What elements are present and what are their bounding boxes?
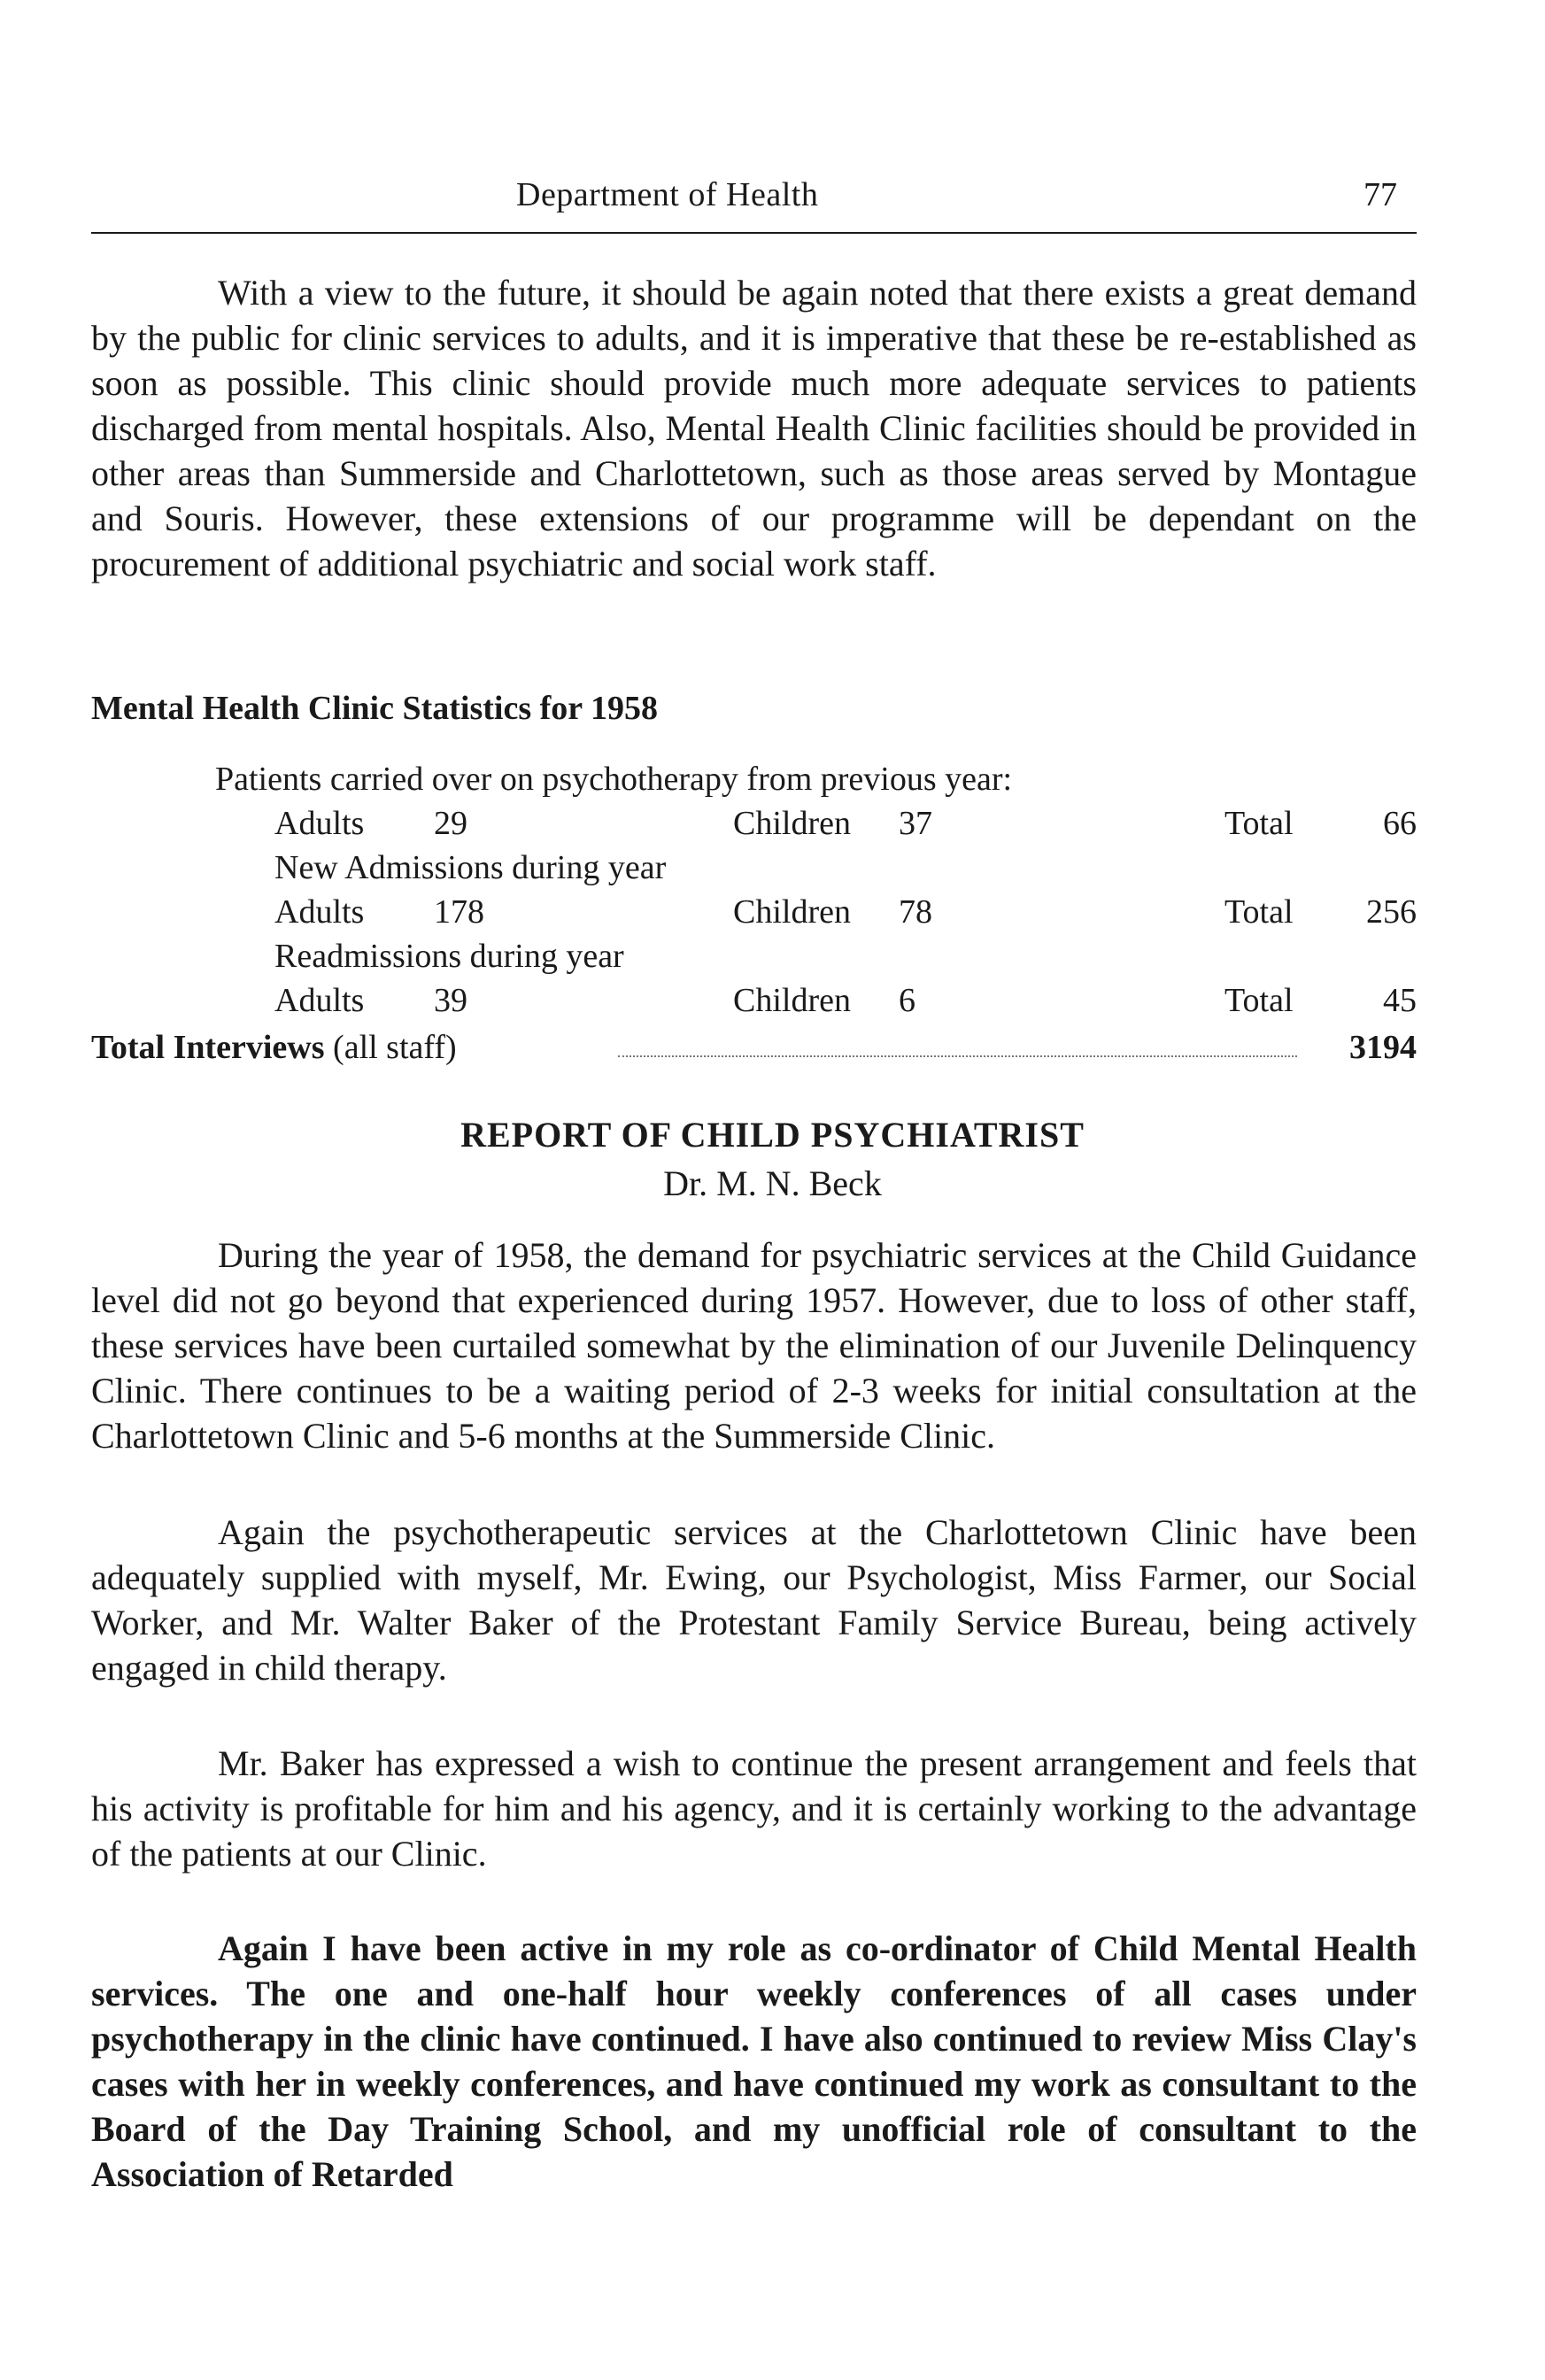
intro-paragraph: With a view to the future, it should be again noted that there exists a great demand by the public for clinic services to adults, and it is imperative that these be re-established as soon as possible. This clinic should provide much more adequate services to patients discharged from mental hospitals. Also, Mental Health Clinic facilities should be provided in other areas than Summerside and Charlottetown, such as those areas served by Montague and Souris. However, these extensions of our programme will be dependant on the procurement of additional psychiatric and social work staff. <box>91 273 1417 583</box>
statistics-table <box>91 757 1417 1023</box>
stats-row-carried-over <box>91 801 1417 846</box>
children-value: 6 <box>899 982 915 1019</box>
stats-row-new-admissions <box>91 890 1417 934</box>
readmissions-label: Readmissions during year <box>274 938 624 975</box>
stats-row-readmissions-label <box>91 934 1417 978</box>
statistics-heading: Mental Health Clinic Statistics for 1958 <box>91 690 658 727</box>
adults-value: 178 <box>434 893 484 931</box>
report-paragraph-4: Again I have been active in my role as co-ordinator of Child Mental Health services. The one and one-half hour weekly conferences of all cases under psychotherapy in the clinic have continued. I have also continued to review Miss Clay's cases with her in weekly conferences, and have continued my work as consultant to the Board of the Day Training School, and my unofficial role of consultant to the Association of Retarded <box>91 1928 1417 2194</box>
adults-label: Adults <box>274 893 365 931</box>
stats-row-new-admissions-label <box>91 846 1417 890</box>
adults-value: 29 <box>434 805 467 842</box>
total-label: Total <box>1224 805 1294 842</box>
report-paragraph-3: Mr. Baker has expressed a wish to continue the present arrangement and feels that his activity is profitable for him and his agency, and it is certainly working to the advantage of the patients at our Clinic. <box>91 1743 1417 1874</box>
page-number: 77 <box>1363 176 1397 213</box>
stats-row-readmissions <box>91 978 1417 1023</box>
total-value: 66 <box>1383 805 1417 842</box>
children-label: Children <box>733 805 851 842</box>
children-label: Children <box>733 893 851 931</box>
total-label: Total <box>1224 893 1294 931</box>
adults-label: Adults <box>274 982 365 1019</box>
stats-row-carried-over-label <box>91 757 1417 801</box>
total-label: Total <box>1224 982 1294 1019</box>
report-author: Dr. M. N. Beck <box>663 1163 882 1203</box>
children-value: 37 <box>899 805 932 842</box>
new-admissions-label: New Admissions during year <box>274 849 667 886</box>
running-head: Department of Health <box>516 176 819 213</box>
total-interviews-label-group <box>91 1025 457 1070</box>
adults-label: Adults <box>274 805 365 842</box>
dot-leader <box>618 1055 1297 1057</box>
total-interviews-value: 3194 <box>1349 1029 1417 1066</box>
total-interviews-row <box>91 1025 1417 1070</box>
report-paragraph-1: During the year of 1958, the demand for psychiatric services at the Child Guidance level did not go beyond that experienced during 1957. However, due to loss of other staff, these services have been curtailed somewhat by the elimination of our Juvenile Delinquency Clinic. There continues to be a waiting period of 2-3 weeks for initial consultation at the Charlottetown Clinic and 5-6 months at the Summerside Clinic. <box>91 1235 1417 1456</box>
carried-over-label: Patients carried over on psychotherapy from previous year: <box>215 761 1013 798</box>
report-paragraph-2: Again the psychotherapeutic services at the Charlottetown Clinic have been adequately supplied with myself, Mr. Ewing, our Psychologist, Miss Farmer, our Social Worker, and Mr. Walter Baker of the Protestant Family Service Bureau, being actively engaged in child therapy. <box>91 1512 1417 1688</box>
children-value: 78 <box>899 893 932 931</box>
total-value: 45 <box>1383 982 1417 1019</box>
header-rule <box>91 232 1417 234</box>
adults-value: 39 <box>434 982 467 1019</box>
total-interviews-qualifier: (all staff) <box>333 1029 457 1066</box>
total-value: 256 <box>1366 893 1417 931</box>
total-interviews-label: Total Interviews <box>91 1029 325 1066</box>
children-label: Children <box>733 982 851 1019</box>
report-title: REPORT OF CHILD PSYCHIATRIST <box>460 1115 1085 1155</box>
